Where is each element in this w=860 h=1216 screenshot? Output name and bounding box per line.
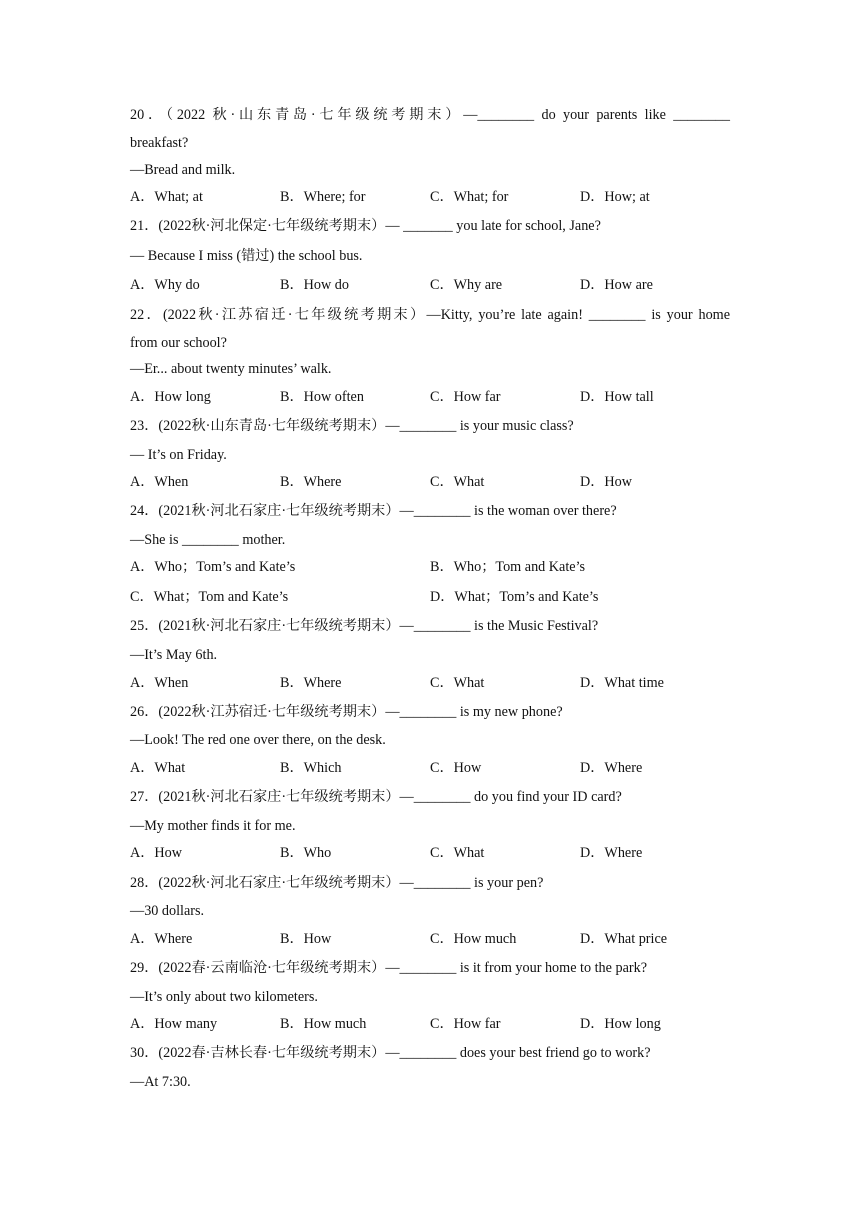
question-28-answer: —30 dollars. [130, 903, 205, 919]
question-28-option-a: A．Where [130, 931, 193, 947]
question-22-option-c: C．How far [430, 389, 501, 405]
question-27-option-d: D．Where [580, 845, 643, 861]
question-20-option-c: C．What; for [430, 189, 509, 205]
question-30-answer: —At 7:30. [130, 1074, 191, 1090]
question-29-stem: 29．(2022春·云南临沧·七年级统考期末）—________ is it from your home to the park? [130, 960, 647, 976]
question-24-option-b: B．Who；Tom and Kate’s [430, 559, 586, 575]
question-21-option-b: B．How do [280, 277, 349, 293]
question-26-option-d: D．Where [580, 760, 643, 776]
question-25-stem: 25．(2021秋·河北石家庄·七年级统考期末）—________ is the Music Festival? [130, 618, 599, 634]
question-24-stem: 24．(2021秋·河北石家庄·七年级统考期末）—________ is the woman over there? [130, 503, 617, 519]
question-29-option-d: D．How long [580, 1016, 661, 1032]
question-28-option-d: D．What price [580, 931, 668, 947]
question-28-option-c: C．How much [430, 931, 517, 947]
question-26-answer: —Look! The red one over there, on the desk. [130, 732, 386, 748]
question-25-option-c: C．What [430, 675, 485, 691]
question-25-answer: —It’s May 6th. [130, 647, 218, 663]
question-25-option-a: A．When [130, 675, 189, 691]
question-27-answer: —My mother finds it for me. [130, 818, 296, 834]
question-27-stem: 27．(2021秋·河北石家庄·七年级统考期末）—________ do you find your ID card? [130, 789, 622, 805]
question-22-option-b: B．How often [280, 389, 364, 405]
question-26-option-c: C．How [430, 760, 482, 776]
question-26-option-a: A．What [130, 760, 186, 776]
question-23-option-b: B．Where [280, 474, 342, 490]
question-24-option-a: A．Who；Tom’s and Kate’s [130, 559, 296, 575]
question-29-answer: —It’s only about two kilometers. [130, 989, 318, 1005]
question-23-option-d: D．How [580, 474, 633, 490]
question-24-option-c: C．What；Tom and Kate’s [130, 589, 289, 605]
question-20-option-d: D．How; at [580, 189, 650, 205]
question-28-stem: 28．(2022秋·河北石家庄·七年级统考期末）—________ is your pen? [130, 875, 544, 891]
question-27-option-c: C．What [430, 845, 485, 861]
question-28-option-b: B．How [280, 931, 332, 947]
question-21-stem: 21．(2022秋·河北保定·七年级统考期末）— _______ you late for school, Jane? [130, 218, 601, 234]
question-26-stem: 26．(2022秋·江苏宿迁·七年级统考期末）—________ is my new phone? [130, 704, 563, 720]
question-20-option-b: B．Where; for [280, 189, 366, 205]
question-23-answer: — It’s on Friday. [130, 447, 227, 463]
question-27-option-a: A．How [130, 845, 183, 861]
question-21-option-c: C．Why are [430, 277, 503, 293]
question-25-option-b: B．Where [280, 675, 342, 691]
question-20-answer: —Bread and milk. [130, 162, 236, 178]
question-21-answer: — Because I miss (错过) the school bus. [130, 248, 363, 264]
question-23-option-a: A．When [130, 474, 189, 490]
question-24-option-d: D．What；Tom’s and Kate’s [430, 589, 599, 605]
question-22-stem-cont: from our school? [130, 335, 227, 351]
question-23-option-c: C．What [430, 474, 485, 490]
question-20-option-a: A．What; at [130, 189, 203, 205]
question-20-stem-cont: breakfast? [130, 135, 189, 151]
question-27-option-b: B．Who [280, 845, 332, 861]
question-21-option-d: D．How are [580, 277, 653, 293]
question-24-answer: —She is ________ mother. [130, 532, 286, 548]
question-29-option-a: A．How many [130, 1016, 218, 1032]
question-22-option-d: D．How tall [580, 389, 654, 405]
question-29-option-b: B．How much [280, 1016, 367, 1032]
question-21-option-a: A．Why do [130, 277, 200, 293]
question-23-stem: 23．(2022秋·山东青岛·七年级统考期末）—________ is your music class? [130, 418, 574, 434]
question-22-option-a: A．How long [130, 389, 211, 405]
question-26-option-b: B．Which [280, 760, 342, 776]
question-25-option-d: D．What time [580, 675, 664, 691]
question-22-answer: —Er... about twenty minutes’ walk. [130, 361, 332, 377]
question-22-stem: 22．(2022秋·江苏宿迁·七年级统考期末）—Kitty, you’re late again! ________ is your home [130, 307, 730, 323]
question-29-option-c: C．How far [430, 1016, 501, 1032]
question-20-stem: 20．（2022 秋·山东青岛·七年级统考期末）—________ do your parents like ________ [130, 107, 730, 123]
question-30-stem: 30．(2022春·吉林长春·七年级统考期末）—________ does your best friend go to work? [130, 1045, 651, 1061]
